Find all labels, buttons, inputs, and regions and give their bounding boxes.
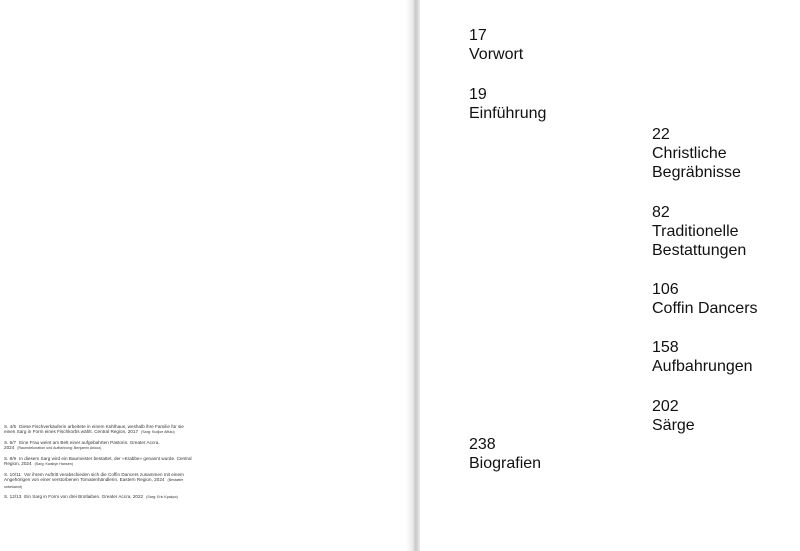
caption-text: Diese Fischverkäuferin arbeitete in einem Kühlhaus, weshalb ihre Familie für sie einen Sarg in Form eines Fischkorbs wählt. Central Region, 2017 bbox=[4, 424, 184, 435]
toc-page-number: 158 bbox=[652, 339, 679, 356]
caption-text: Ein Sarg in Form von drei Brotlaiben. Greater Accra, 2022 bbox=[24, 494, 144, 500]
toc-title-line-1: Traditionelle bbox=[652, 223, 739, 240]
caption-credit: (Sarg: Kudjoe Affutu) bbox=[141, 430, 175, 435]
caption-item bbox=[4, 440, 194, 452]
caption-item bbox=[4, 494, 194, 500]
toc-entry-aufbahrungen bbox=[652, 338, 753, 376]
toc-title: Vorwort bbox=[469, 46, 524, 63]
toc-entry-traditionelle-bestattungen bbox=[652, 203, 746, 260]
caption-credit: (Raumdekoration und Aufbahrung: Benjamin Ankoo) bbox=[17, 446, 102, 451]
toc-title: Einführung bbox=[469, 105, 547, 122]
caption-credit: (Sarg: Eric Kpakpo) bbox=[146, 495, 178, 500]
caption-page-ref: S. 6/7 bbox=[4, 440, 17, 445]
toc-entry-coffin-dancers bbox=[652, 280, 758, 318]
book-gutter bbox=[406, 0, 420, 551]
toc-page-number: 238 bbox=[469, 436, 496, 453]
toc-page-number: 82 bbox=[652, 204, 670, 221]
toc-page-number: 19 bbox=[469, 86, 487, 103]
caption-credit: (Sarg: Kwakye Hansen) bbox=[34, 462, 73, 467]
toc-page-number: 17 bbox=[469, 27, 487, 44]
toc-title: Coffin Dancers bbox=[652, 300, 758, 317]
toc-title-line-2: Bestattungen bbox=[652, 242, 747, 259]
photo-captions bbox=[4, 424, 194, 505]
toc-title: Särge bbox=[652, 417, 695, 434]
toc-entry-einfuehrung bbox=[469, 85, 546, 123]
toc-page-number: 106 bbox=[652, 281, 679, 298]
caption-text: In diesem Sarg wird ein Baumeister bestattet, der »Krabbe« genannt wurde. Central Region, 2024 bbox=[4, 456, 192, 467]
toc-title-line-1: Christliche bbox=[652, 145, 727, 162]
caption-page-ref: S. 4/5 bbox=[4, 424, 17, 429]
toc-page-number: 202 bbox=[652, 398, 679, 415]
toc-title: Aufbahrungen bbox=[652, 358, 753, 375]
caption-credit: (Bestatter unbekannt) bbox=[4, 478, 184, 489]
caption-text: Vor ihrem Auftritt verabschieden sich die Coffin Dancers zusammen mit einem Angehörigen von einer verstorbenen Tomatenhändlerin. Eastern Region, 2024 bbox=[4, 472, 184, 483]
toc-page-number: 22 bbox=[652, 126, 670, 143]
caption-item bbox=[4, 424, 194, 436]
caption-page-ref: S. 10/11 bbox=[4, 472, 21, 477]
toc-title-line-2: Begräbnisse bbox=[652, 164, 741, 181]
caption-item bbox=[4, 472, 194, 490]
caption-page-ref: S. 12/13 bbox=[4, 494, 22, 500]
toc-title: Biografien bbox=[469, 455, 542, 472]
toc-entry-vorwort bbox=[469, 26, 523, 64]
caption-page-ref: S. 8/9 bbox=[4, 456, 17, 461]
toc-entry-saerge bbox=[652, 397, 695, 435]
caption-text: Eine Frau weint am Bett einer aufgebahrten Pastorin. Greater Accra, 2024 bbox=[4, 440, 160, 451]
toc-entry-biografien bbox=[469, 435, 541, 473]
caption-item bbox=[4, 456, 194, 468]
toc-entry-christliche-begraebnisse bbox=[652, 125, 741, 182]
